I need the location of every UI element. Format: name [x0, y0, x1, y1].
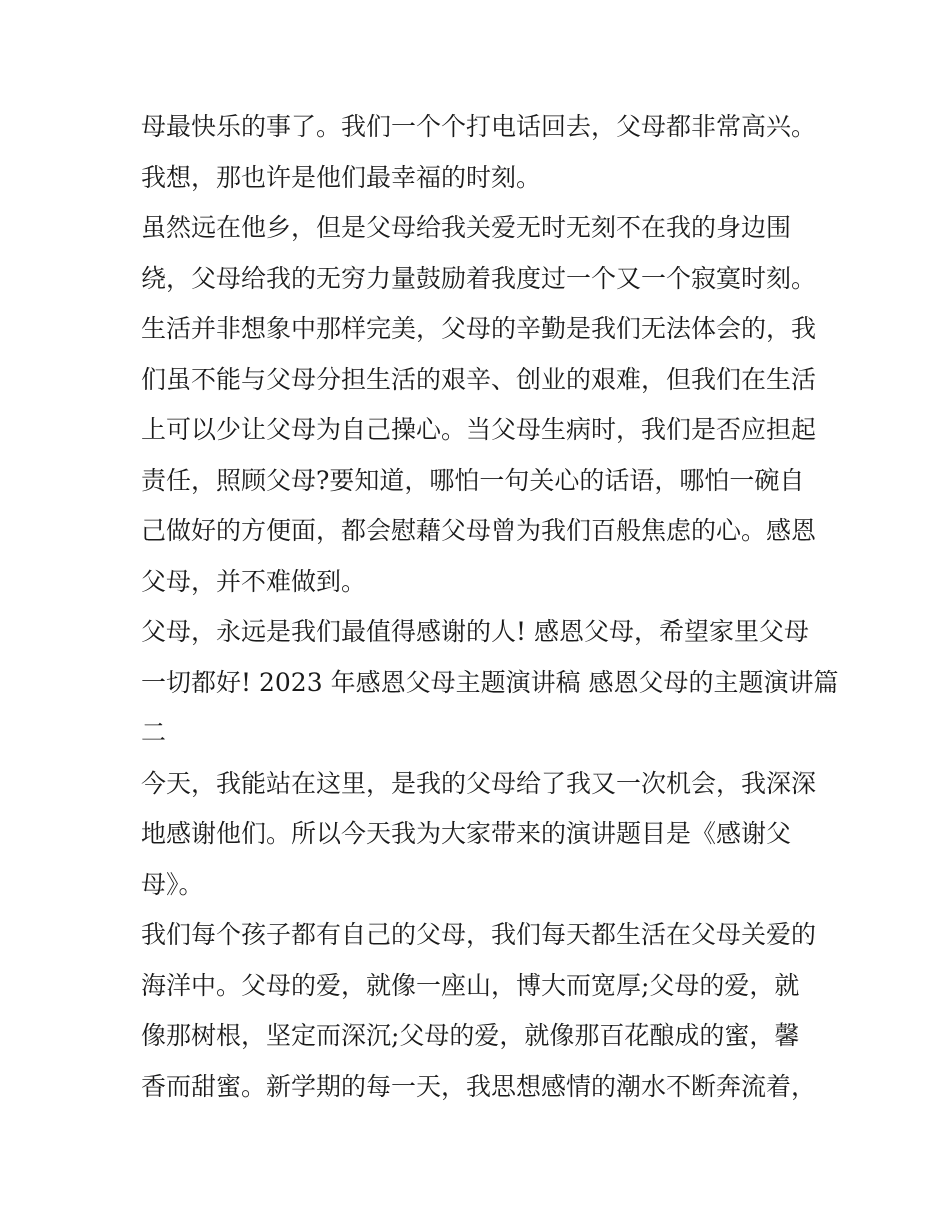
- text-line: 父母，并不难做到。: [141, 566, 367, 596]
- text-line: 己做好的方便面，都会慰藉父母曾为我们百般焦虑的心。感恩: [141, 516, 817, 545]
- body-text: [141, 102, 839, 1112]
- text-line: 生活并非想象中那样完美，父母的辛勤是我们无法体会的，我: [141, 314, 817, 343]
- text-line: 海洋中。父母的爱，就像一座山，博大而宽厚;父母的爱，就: [141, 970, 800, 1000]
- text-line: 一切都好! 2023 年感恩父母主题演讲稿 感恩父母的主题演讲篇: [141, 667, 839, 697]
- text-line: 们虽不能与父母分担生活的艰辛、创业的艰难，但我们在生活: [141, 364, 817, 394]
- text-line: 上可以少让父母为自己操心。当父母生病时，我们是否应担起: [141, 415, 817, 444]
- text-line: 母最快乐的事了。我们一个个打电话回去，父母都非常高兴。: [141, 112, 817, 141]
- text-line: 父母，永远是我们最值得感谢的人! 感恩父母，希望家里父母: [141, 617, 809, 646]
- text-line: 今天，我能站在这里，是我的父母给了我又一次机会，我深深: [141, 768, 817, 798]
- text-line: 母》。: [141, 869, 204, 899]
- text-line: 绕，父母给我的无穷力量鼓励着我度过一个又一个寂寞时刻。: [141, 263, 817, 293]
- text-line: 我们每个孩子都有自己的父母，我们每天都生活在父母关爱的: [141, 920, 817, 949]
- text-line: 二: [141, 718, 167, 747]
- text-line: 我想，那也许是他们最幸福的时刻。: [141, 162, 542, 192]
- text-line: 香而甜蜜。新学期的每一天，我思想感情的潮水不断奔流着，: [141, 1071, 817, 1101]
- text-line: 虽然远在他乡，但是父母给我关爱无时无刻不在我的身边围: [141, 213, 792, 242]
- text-line: 地感谢他们。所以今天我为大家带来的演讲题目是《感谢父: [141, 819, 792, 848]
- text-line: 像那树根，坚定而深沉;父母的爱，就像那百花酿成的蜜，馨: [141, 1021, 800, 1050]
- text-line: 责任，照顾父母?要知道，哪怕一句关心的话语，哪怕一碗自: [141, 465, 805, 495]
